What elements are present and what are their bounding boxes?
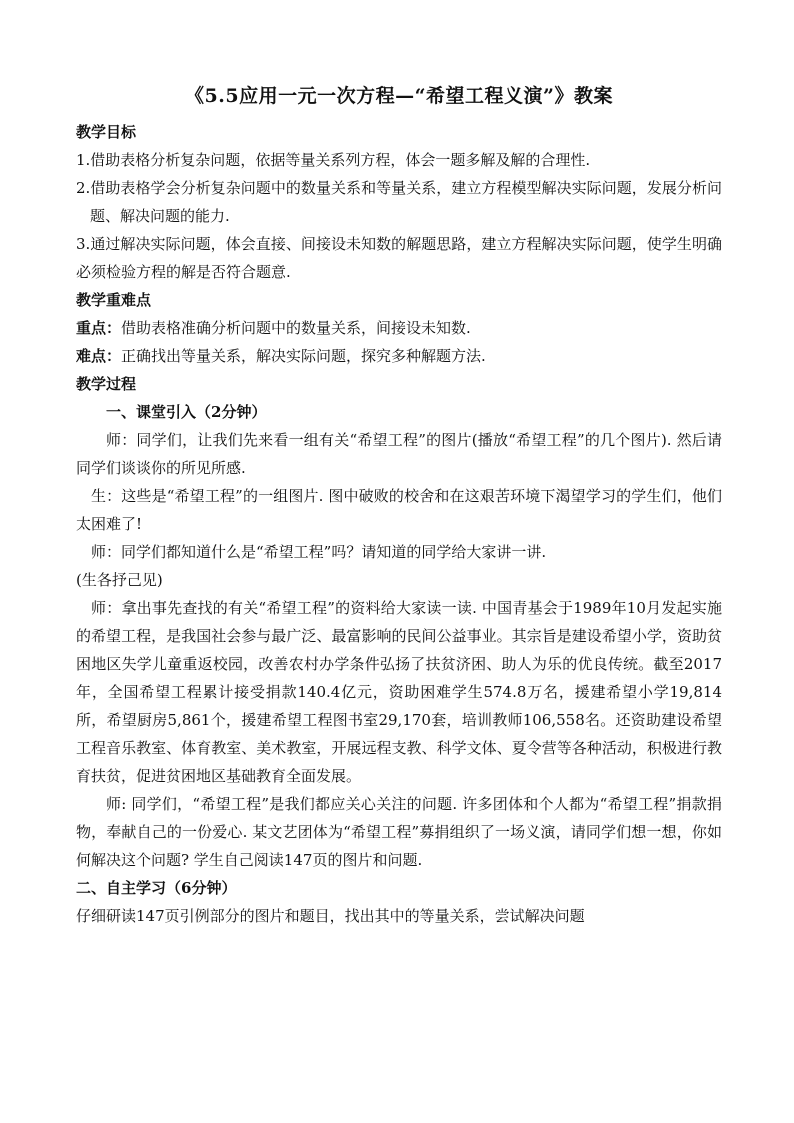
paragraph-1: 师：同学们，让我们先来看一组有关“希望工程”的图片(播放“希望工程”的几个图片). 然后请同学们谈谈你的所见所感. <box>76 431 722 477</box>
heading-teaching-goals: 教学目标 <box>76 123 137 141</box>
difficult-point-text: 正确找出等量关系，解决实际问题，探究多种解题方法. <box>121 347 486 365</box>
goal-item-3: 3.通过解决实际问题，体会直接、间接设未知数的解题思路，建立方程解决实际问题，使学生明确必须检验方程的解是否符合题意. <box>76 235 722 281</box>
part2-text: 仔细研读147页引例部分的图片和题目，找出其中的等量关系，尝试解决问题 <box>76 907 585 925</box>
goal-item-2: 2.借助表格学会分析复杂问题中的数量关系和等量关系，建立方程模型解决实际问题，发展分析问题、解决问题的能力. <box>76 179 722 225</box>
difficult-point-label: 难点： <box>76 347 122 365</box>
goal-item-1: 1.借助表格分析复杂问题，依据等量关系列方程，体会一题多解及解的合理性. <box>76 151 591 169</box>
part2-title: 二、自主学习（6分钟） <box>76 879 237 897</box>
key-point <box>76 314 722 342</box>
difficult-point <box>76 342 722 370</box>
paragraph-6: 师: 同学们，“希望工程”是我们都应关心关注的问题. 许多团体和个人都为“希望工程”捐款捐物，奉献自己的一份爱心. 某文艺团体为“希望工程”募捐组织了一场义演，请同学们想一想，你如何解决这个问题? 学生自己阅读147页的图片和问题. <box>76 795 722 869</box>
key-point-text: 借助表格准确分析问题中的数量关系，间接设未知数. <box>121 319 471 337</box>
part1-title: 一、课堂引入（2分钟） <box>106 403 267 421</box>
key-point-label: 重点： <box>76 319 122 337</box>
paragraph-5: 师：拿出事先查找的有关“希望工程”的资料给大家读一读. 中国青基会于1989年10月发起实施的希望工程，是我国社会参与最广泛、最富影响的民间公益事业。其宗旨是建设希望小学，资助贫困地区失学儿童重返校园，改善农村办学条件弘扬了扶贫济困、助人为乐的优良传统。截至2017年，全国希望工程累计接受捐款140.4亿元，资助困难学生574.8万名，援建希望小学19,814所，希望厨房5,861个，援建希望工程图书室29,170套，培训教师106,558名。还资助建设希望工程音乐教室、体育教室、美术教室，开展远程支教、科学文体、夏令营等各种活动，积极进行教育扶贫，促进贫困地区基础教育全面发展。 <box>76 599 722 785</box>
paragraph-3: 师：同学们都知道什么是“希望工程”吗？请知道的同学给大家讲一讲. <box>91 543 547 561</box>
heading-key-points: 教学重难点 <box>76 291 152 309</box>
paragraph-2: 生：这些是“希望工程”的一组图片. 图中破败的校舍和在这艰苦环境下渴望学习的学生们，他们太困难了! <box>76 487 722 533</box>
heading-teaching-process: 教学过程 <box>76 375 137 393</box>
paragraph-4: (生各抒己见) <box>76 571 163 589</box>
document-title: 《5.5应用一元一次方程—“希望工程义演”》教案 <box>185 85 613 107</box>
